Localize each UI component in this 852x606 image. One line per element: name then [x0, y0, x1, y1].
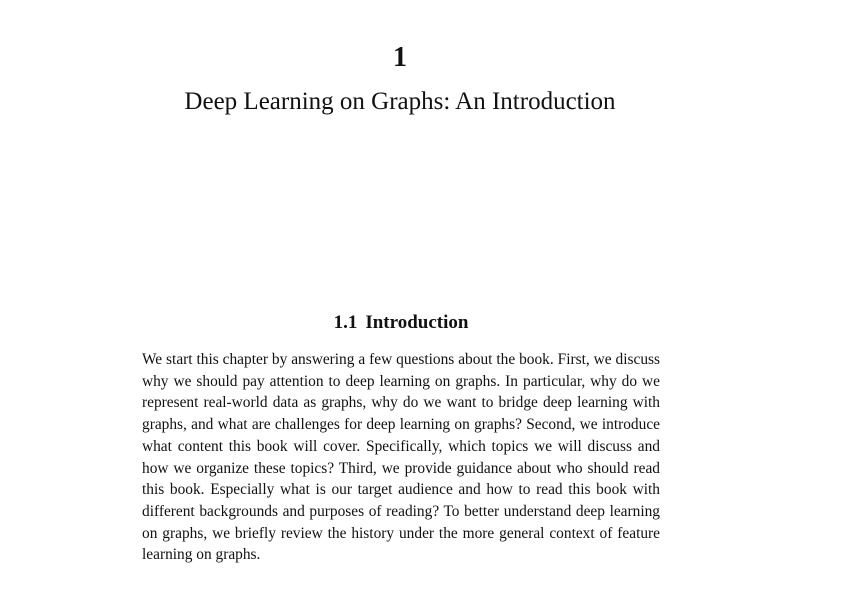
chapter-number: 1: [393, 42, 407, 73]
section-title: Introduction: [365, 312, 469, 333]
body-paragraph: We start this chapter by answering a few questions about the book. First, we discuss why we should pay attention to deep learning on graphs. In particular, why do we represent real-world data as graphs, why do we want to bridge deep learning with graphs, and what are challenges for deep learning on graphs? Second, we introduce what content this book will cover. Specifically, which topics we will discuss and how we organize these topics? Third, we provide guidance about who should read this book. Especially what is our target audience and how to read this book with different backgrounds and purposes of reading? To better understand deep learning on graphs, we briefly review the history under the more general context of feature learning on graphs.: [142, 351, 660, 564]
chapter-title: Deep Learning on Graphs: An Introduction: [184, 88, 616, 115]
section-heading: [142, 311, 660, 335]
section-number: 1.1: [333, 312, 358, 333]
